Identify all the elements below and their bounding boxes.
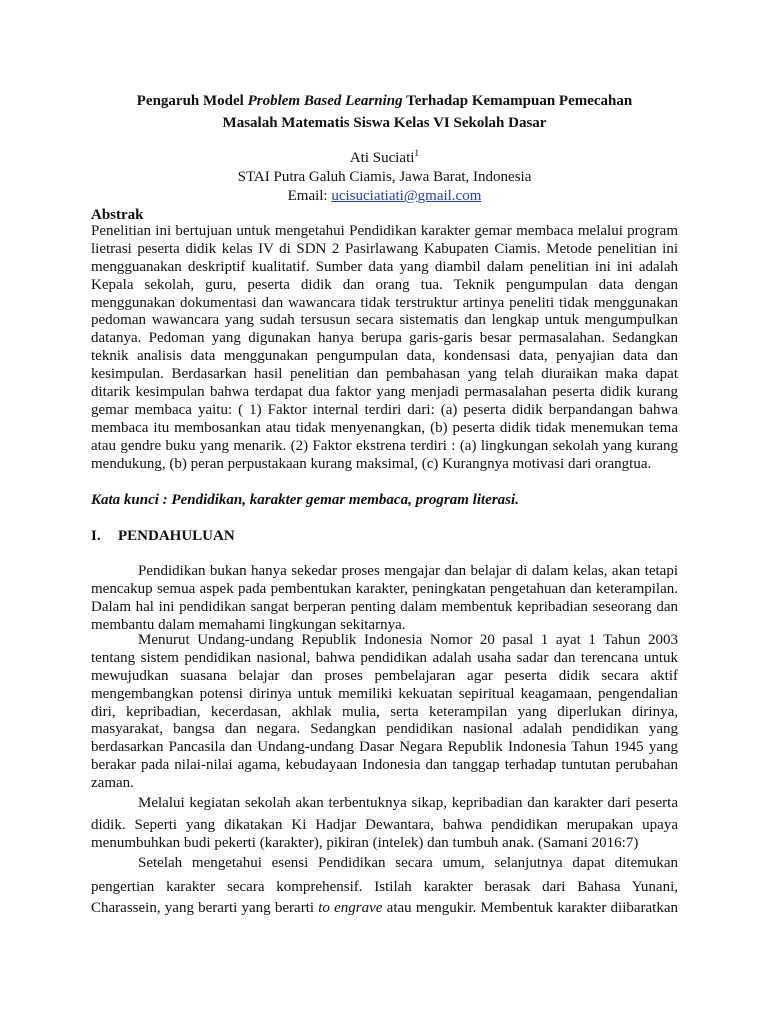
abstract-heading: Abstrak [91,207,144,223]
paragraph-line: pengertian karakter secara komprehensif. Istilah karakter berasak dari Bahasa Yunani, [91,879,678,895]
abstract-line: ditarik kesimpulan bahwa terdapat dua faktor yang menjadi permasalahan peserta didik kurang [91,384,678,401]
paragraph-line: tentang sistem pendidikan nasional, bahwa pendidikan adalah usaha sadar dan terencana untuk [91,649,678,666]
section-heading [91,527,678,545]
title-line-1: Pengaruh Model Problem Based Learning Terhadap Kemampuan Pemecahan [136,93,633,109]
paragraph-group [91,794,678,917]
author-block [91,150,678,207]
paragraph-line: berdasarkan Pancasila dan Undang-undang Dasar Negara Republik Indonesia Tahun 1945 yang [91,739,678,756]
abstract-body [91,223,678,473]
paragraph-line: mengembangkan potensi dirinya untuk memiliki kekuatan sepiritual keagamaan, pengendalian [91,685,678,702]
abstract-line: teknik analisis data menggunakan pengumpulan data, kondensasi data, penyajian data dan [91,348,678,365]
abstract-line: lietrasi peserta didik kelas IV di SDN 2 Pasirlawang Kabupaten Ciamis. Metode penelitian ini [91,240,678,257]
abstract-line: datanya. Pedoman yang digunakan hanya berupa garis-garis besar permasalahan. Sedangkan [91,330,678,347]
paragraph-line: mewujudkan suasana belajar dan proses pembelajaran agar peserta didik secara aktif [91,667,678,684]
paragraph-line: Menurut Undang-undang Republik Indonesia Nomor 20 pasal 1 ayat 1 Tahun 2003 [138,632,678,648]
email-label: Email: [287,188,332,204]
section-number: I. [91,528,101,544]
italic-term: to engrave [318,900,383,916]
abstract-line: gemar membaca yaitu: ( 1) Faktor internal terdiri dari: (a) peserta didik berpandangan bahwa [91,401,678,418]
paragraph-line: didik. Seperti yang dikatakan Ki Hadjar Dewantara, bahwa pendidikan merupakan upaya [91,817,678,833]
paragraph-line: masyarakat, bangsa dan negara. Sedangkan pendidikan nasional adalah pendidikan yang [91,721,678,738]
paragraph-line: mencakup semua aspek pada pembentukan karakter, peningkatan pengetahuan dan keterampilan. [91,580,678,597]
paragraph-line: zaman. [91,775,134,792]
paragraph-line: Dalam hal ini pendidikan sangat berperan penting dalam membentuk kepribadian seseorang dan [91,598,678,615]
abstract-line: mendukung, (b) peran perpustakaan kurang maksimal, (c) Kurangnya motivasi dari orangtua. [91,455,652,472]
abstract-line: menggunakan dokumentasi dan wawancara tidak terstruktur artinya peneliti tidak menggunakan [91,294,678,311]
paragraph [91,632,678,793]
paragraph [91,563,678,635]
abstract-line: Kepala sekolah, guru, peserta didik dan orang tua. Teknik pengumpulan data dengan [91,276,678,293]
paragraph-line: Melalui kegiatan sekolah akan terbentuknya sikap, kepribadian dan karakter dari peserta [138,795,678,811]
title-italic-term: Problem Based Learning [247,93,403,109]
paragraph-line: menumbuhkan budi pekerti (karakter), pikiran (intelek) dan tumbuh anak. (Samani 2016:7) [91,835,639,851]
paper-title [91,93,678,137]
author-email [91,188,678,207]
author-name: Ati Suciati$^1$ [349,149,420,166]
abstract-line: mengguanakan deskriptif kualitatif. Sumber data yang diambil dalam penelitian ini ini adalah [91,258,678,275]
paragraph-line: membantu dalam memahami lingkungan sekitarnya. [91,616,406,633]
title-line-2: Masalah Matematis Siswa Kelas VI Sekolah Dasar [222,115,547,131]
keywords: Kata kunci : Pendidikan, karakter gemar membaca, program literasi. [91,492,519,508]
abstract-line: atau gendre buku yang menarik. (2) Faktor ekstrena terdiri : (a) lingkungan sekolah yang kurang [91,437,678,454]
abstract-line: pedoman wawancara yang sudah tersusun secara sistematis dan lengkap untuk mengumpulkan [91,312,678,329]
section-title: PENDAHULUAN [118,528,235,544]
abstract-line: membaca itu membosankan atau tidak menyenangkan, (b) peserta didik tidak menemukan tema [91,419,678,436]
paragraph-line: Setelah mengetahui esensi Pendidikan secara umum, selanjutnya dapat ditemukan [138,855,678,871]
email-link[interactable]: ucisuciatiati@gmail.com [331,188,482,204]
paragraph-line: Charassein, yang berarti yang berarti to engrave atau mengukir. Membentuk karakter diibaratkan [91,900,679,916]
abstract-line: kesimpulan. Berdasarkan hasil penelitian dan pembahasan yang telah diuraikan maka dapat [91,366,678,383]
abstract-line: Penelitian ini bertujuan untuk mengetahui Pendidikan karakter gemar membaca melalui program [91,223,678,239]
author-superscript: 1 [414,149,420,159]
paragraph-line: Pendidikan bukan hanya sekedar proses mengajar dan belajar di dalam kelas, akan tetapi [138,563,678,579]
paragraph-line: berakar pada nilai-nilai agama, kebudayaan Indonesia dan tanggap terhadap tuntutan perubahan [91,757,678,774]
author-affiliation: STAI Putra Galuh Ciamis, Jawa Barat, Indonesia [237,169,532,185]
paragraph-line: diri, kepribadian, kecerdasan, akhlak mulia, serta keterampilan yang diperlukan dirinya, [91,703,678,720]
